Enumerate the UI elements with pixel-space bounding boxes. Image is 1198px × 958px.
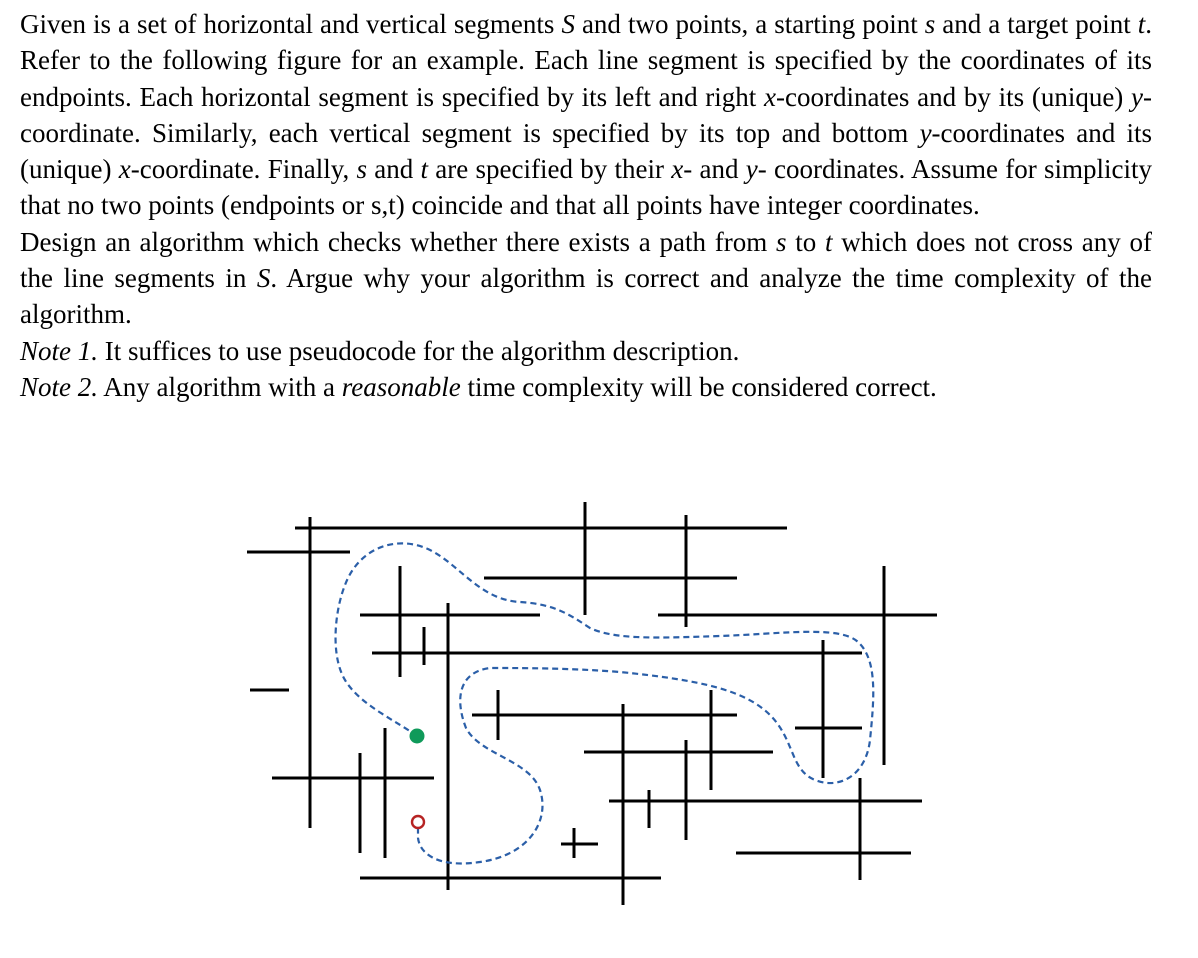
sym-s: s — [356, 154, 367, 185]
sym-S: S — [561, 9, 575, 39]
sym-s: s — [776, 226, 787, 257]
sym-y: y — [919, 117, 932, 148]
sym-S: S — [256, 263, 271, 294]
line-segments — [247, 502, 937, 905]
note-1-label: Note 1. — [20, 335, 98, 366]
note-2-label: Note 2. — [20, 371, 98, 402]
sym-x: x — [118, 154, 131, 185]
text: -coordinate. Finally, — [130, 154, 357, 185]
text: - and — [683, 154, 746, 185]
text: . Refer to the following figure for an example. Each line segment is specified by the coordinates of its endpoints. Each horizontal segment is specified by its left and right — [20, 9, 1153, 112]
text: are specified by their — [428, 154, 672, 185]
paragraph-1 — [20, 6, 1152, 224]
text: -coordinate. Similarly, each vertical segment is specified by its top and bottom — [20, 81, 1152, 148]
text: to — [786, 226, 826, 257]
text: . Argue why your algorithm is correct and analyze the time complexity of the algorithm. — [20, 263, 1152, 330]
note-1 — [20, 333, 1152, 369]
sym-t: t — [825, 226, 833, 257]
text: and a target point — [935, 9, 1138, 39]
text: and — [366, 154, 421, 185]
sym-t: t — [420, 154, 429, 185]
problem-statement — [20, 6, 1152, 405]
note-2-emphasis: reasonable — [341, 371, 461, 402]
text: time complexity will be considered correct. — [460, 371, 937, 402]
target-point — [412, 816, 424, 828]
paragraph-2 — [20, 224, 1152, 333]
text: Given is a set of horizontal and vertical segments — [20, 9, 562, 39]
text: Any algorithm with a — [98, 371, 342, 402]
sym-s: s — [924, 9, 936, 39]
text: - coordinates. Assume for simplicity that no two points (endpoints or s,t) coincide and that all points have integer coordinates. — [20, 154, 1153, 221]
segments-figure — [0, 460, 1198, 958]
text: -coordinates and its (unique) — [20, 117, 1152, 185]
note-2 — [20, 369, 1152, 405]
start-point — [410, 729, 425, 744]
text: Design an algorithm which checks whether there exists a path from — [20, 226, 777, 257]
text: -coordinates and by its (unique) — [776, 81, 1132, 112]
sym-x: x — [671, 154, 684, 185]
sym-y: y — [745, 154, 758, 185]
sym-y: y — [1131, 81, 1143, 112]
sym-x: x — [764, 81, 776, 112]
sym-t: t — [1137, 9, 1146, 39]
text: and two points, a starting point — [574, 9, 925, 39]
text: It suffices to use pseudocode for the algorithm description. — [98, 335, 740, 366]
text: which does not cross any of the line segments in — [20, 226, 1152, 294]
